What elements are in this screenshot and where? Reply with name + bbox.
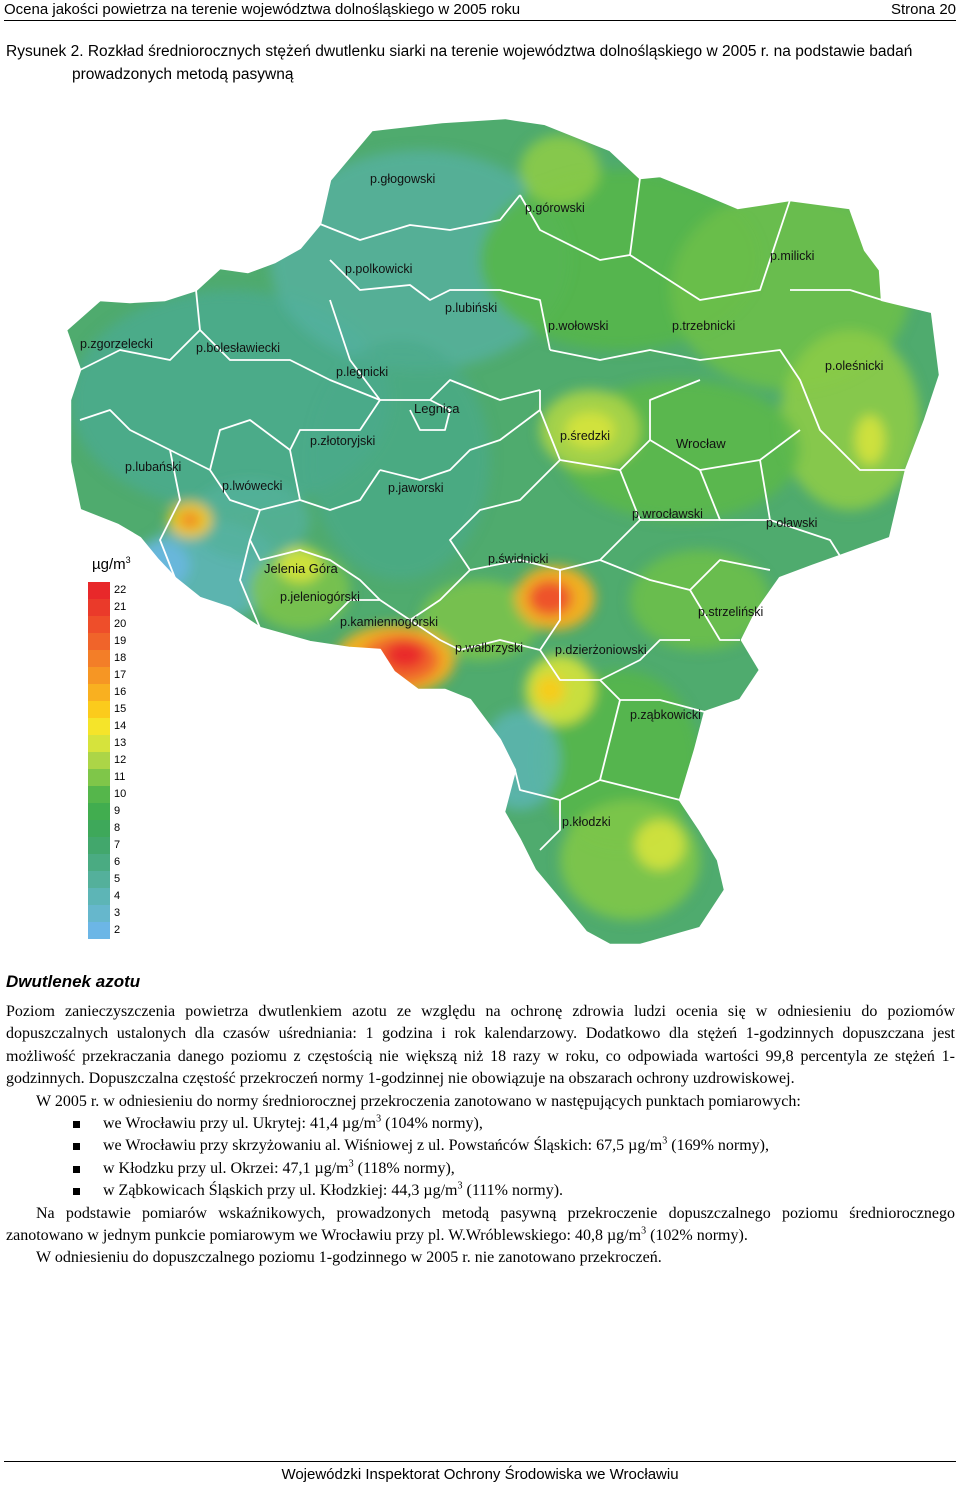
paragraph-2: W 2005 r. w odniesieniu do normy średniorocznej przekroczenia zanotowano w następujących punktach pomiarowych: — [36, 1092, 801, 1110]
caption-line-2: prowadzonych metodą pasywną — [72, 66, 294, 83]
legend-swatch — [88, 803, 110, 820]
legend-value: 5 — [114, 873, 121, 885]
label-lwowecki: p.lwówecki — [222, 479, 283, 493]
square-bullet-icon — [73, 1188, 80, 1195]
label-wroclaw: Wrocław — [676, 436, 726, 451]
page-header — [4, 0, 956, 21]
legend-swatch — [88, 684, 110, 701]
label-polkowicki: p.polkowicki — [345, 262, 413, 276]
label-walbrzyski: p.wałbrzyski — [455, 641, 524, 655]
header-title: Ocena jakości powietrza na terenie województwa dolnośląskiego w 2005 roku — [4, 1, 521, 18]
legend-swatch — [88, 888, 110, 905]
legend-value: 18 — [114, 652, 127, 664]
legend-unit: $\mu g/m^3$ — [92, 555, 131, 573]
legend-swatch — [88, 735, 110, 752]
legend-value: 12 — [114, 754, 127, 766]
label-zgorzelecki: p.zgorzelecki — [80, 337, 153, 351]
label-wroclawski: p.wrocławski — [632, 507, 703, 521]
concentration-field — [60, 110, 960, 960]
label-jaworski: p.jaworski — [388, 481, 444, 495]
legend-swatch — [88, 599, 110, 616]
legend-swatch — [88, 633, 110, 650]
paragraph-4: W odniesieniu do dopuszczalnego poziomu 1-godzinnego w 2005 r. nie zanotowano przekroczeń. — [36, 1249, 662, 1267]
label-boleslawiecki: p.bolesławiecki — [196, 341, 281, 355]
legend-value: 2 — [114, 924, 121, 936]
label-glogowski: p.głogowski — [370, 172, 436, 186]
label-legnica: Legnica — [414, 401, 460, 416]
exceedance-list — [6, 1113, 955, 1203]
label-sredzki: p.średzki — [560, 429, 611, 443]
concentration-map — [0, 110, 960, 960]
legend-swatch — [88, 786, 110, 803]
legend-value: 15 — [114, 703, 127, 715]
legend-swatch — [88, 871, 110, 888]
legend-swatch — [88, 837, 110, 854]
legend-swatch — [88, 752, 110, 769]
legend-swatch — [88, 854, 110, 871]
legend-value: 4 — [114, 890, 121, 902]
body-text — [6, 1001, 955, 1270]
legend-value: 17 — [114, 669, 127, 681]
label-lubanski: p.lubański — [125, 460, 182, 474]
legend-value: 3 — [114, 907, 121, 919]
list-item: we Wrocławiu przy ul. Ukrytej: 41,4 $\mu g/m^3$ (104% normy), — [6, 1113, 955, 1135]
page-footer: Wojewódzki Inspektorat Ochrony Środowiska we Wrocławiu — [4, 1461, 956, 1483]
legend-value: 7 — [114, 839, 121, 851]
legend-value: 11 — [114, 771, 126, 783]
legend-value: 10 — [114, 788, 127, 800]
paragraph-3: Na podstawie pomiarów wskaźnikowych, prowadzonych metodą pasywną przekroczenie dopuszczalnego poziomu średniorocznego zanotowano w jednym punkcie pomiarowym we Wrocławiu przy pl. W.Wróblewskiego: 40,8 $\mu g/m^3$ (102% normy). — [6, 1204, 955, 1245]
label-jelenia-gora: Jelenia Góra — [264, 561, 338, 576]
legend-value: 13 — [114, 737, 127, 749]
figure-caption — [6, 40, 936, 86]
legend-value: 16 — [114, 686, 127, 698]
label-swidnicki: p.świdnicki — [488, 552, 549, 566]
legend-swatch — [88, 701, 110, 718]
label-kamiennogorski: p.kamiennogórski — [340, 615, 438, 629]
legend-swatch — [88, 905, 110, 922]
label-klodzki: p.kłodzki — [562, 815, 611, 829]
label-dzierzoniowski: p.dzierżoniowski — [555, 643, 647, 657]
legend-swatch — [88, 820, 110, 837]
list-item: w Ząbkowicach Śląskich przy ul. Kłodzkiej: 44,3 $\mu g/m^3$ (111% normy). — [6, 1180, 955, 1202]
legend-value: 14 — [114, 720, 127, 732]
section-title: Dwutlenek azotu — [6, 972, 141, 991]
legend-swatch — [88, 718, 110, 735]
legend-swatch — [88, 616, 110, 633]
label-gorowski: p.górowski — [525, 201, 585, 215]
legend-value: 8 — [114, 822, 121, 834]
legend-swatch — [88, 922, 110, 939]
square-bullet-icon — [73, 1143, 80, 1150]
legend-value: 20 — [114, 618, 127, 630]
list-item: we Wrocławiu przy skrzyżowaniu al. Wiśniowej z ul. Powstańców Śląskich: 67,5 $\mu g/m^3$ (169% normy), — [6, 1135, 955, 1157]
page-number: Strona 20 — [890, 1, 956, 18]
list-item: w Kłodzku przy ul. Okrzei: 47,1 $\mu g/m^3$ (118% normy), — [6, 1158, 955, 1180]
square-bullet-icon — [73, 1166, 80, 1173]
label-trzebnicki: p.trzebnicki — [672, 319, 736, 333]
square-bullet-icon — [73, 1121, 80, 1128]
label-olawski: p.oławski — [766, 516, 818, 530]
legend-value: 19 — [114, 635, 127, 647]
legend-swatch — [88, 582, 110, 599]
label-lubinski: p.lubiński — [445, 301, 498, 315]
legend-swatch — [88, 667, 110, 684]
legend-value: 6 — [114, 856, 121, 868]
legend-value: 22 — [114, 584, 127, 596]
label-strzelinski: p.strzeliński — [698, 605, 764, 619]
legend-swatch — [88, 769, 110, 786]
label-olesnicki: p.oleśnicki — [825, 359, 884, 373]
legend-value: 9 — [114, 805, 121, 817]
caption-line-1: Rysunek 2. Rozkład średniorocznych stężeń dwutlenku siarki na terenie województwa dolnośląskiego w 2005 r. na podstawie badań — [6, 43, 913, 60]
label-zlotoryjski: p.złotoryjski — [310, 434, 376, 448]
label-jeleniogorski: p.jeleniogórski — [280, 590, 360, 604]
label-milicki: p.milicki — [770, 249, 815, 263]
legend-value: 21 — [114, 601, 127, 613]
label-zabkowicki: p.ząbkowicki — [630, 708, 701, 722]
paragraph-1: Poziom zanieczyszczenia powietrza dwutlenkiem azotu ze względu na ochronę zdrowia ludzi ocenia się w odniesieniu do poziomów dopuszczalnych ustalonych dla czasów uśredniania: 1 godzina i rok kalendarzowy. Dodatkowo dla stężeń 1-godzinnych dopuszczana jest możliwość przekraczania danego poziomu z częstością nie większą niż 18 razy w roku, co odpowiada wartości 99,8 percentyla ze stężeń 1-godzinnych. Dopuszczalna częstość przekroczeń normy 1-godzinnej nie obowiązuje na obszarach ochrony uzdrowiskowej. — [6, 1003, 955, 1088]
legend-swatch — [88, 650, 110, 667]
label-wolowski: p.wołowski — [548, 319, 609, 333]
label-legnicki: p.legnicki — [336, 365, 389, 379]
